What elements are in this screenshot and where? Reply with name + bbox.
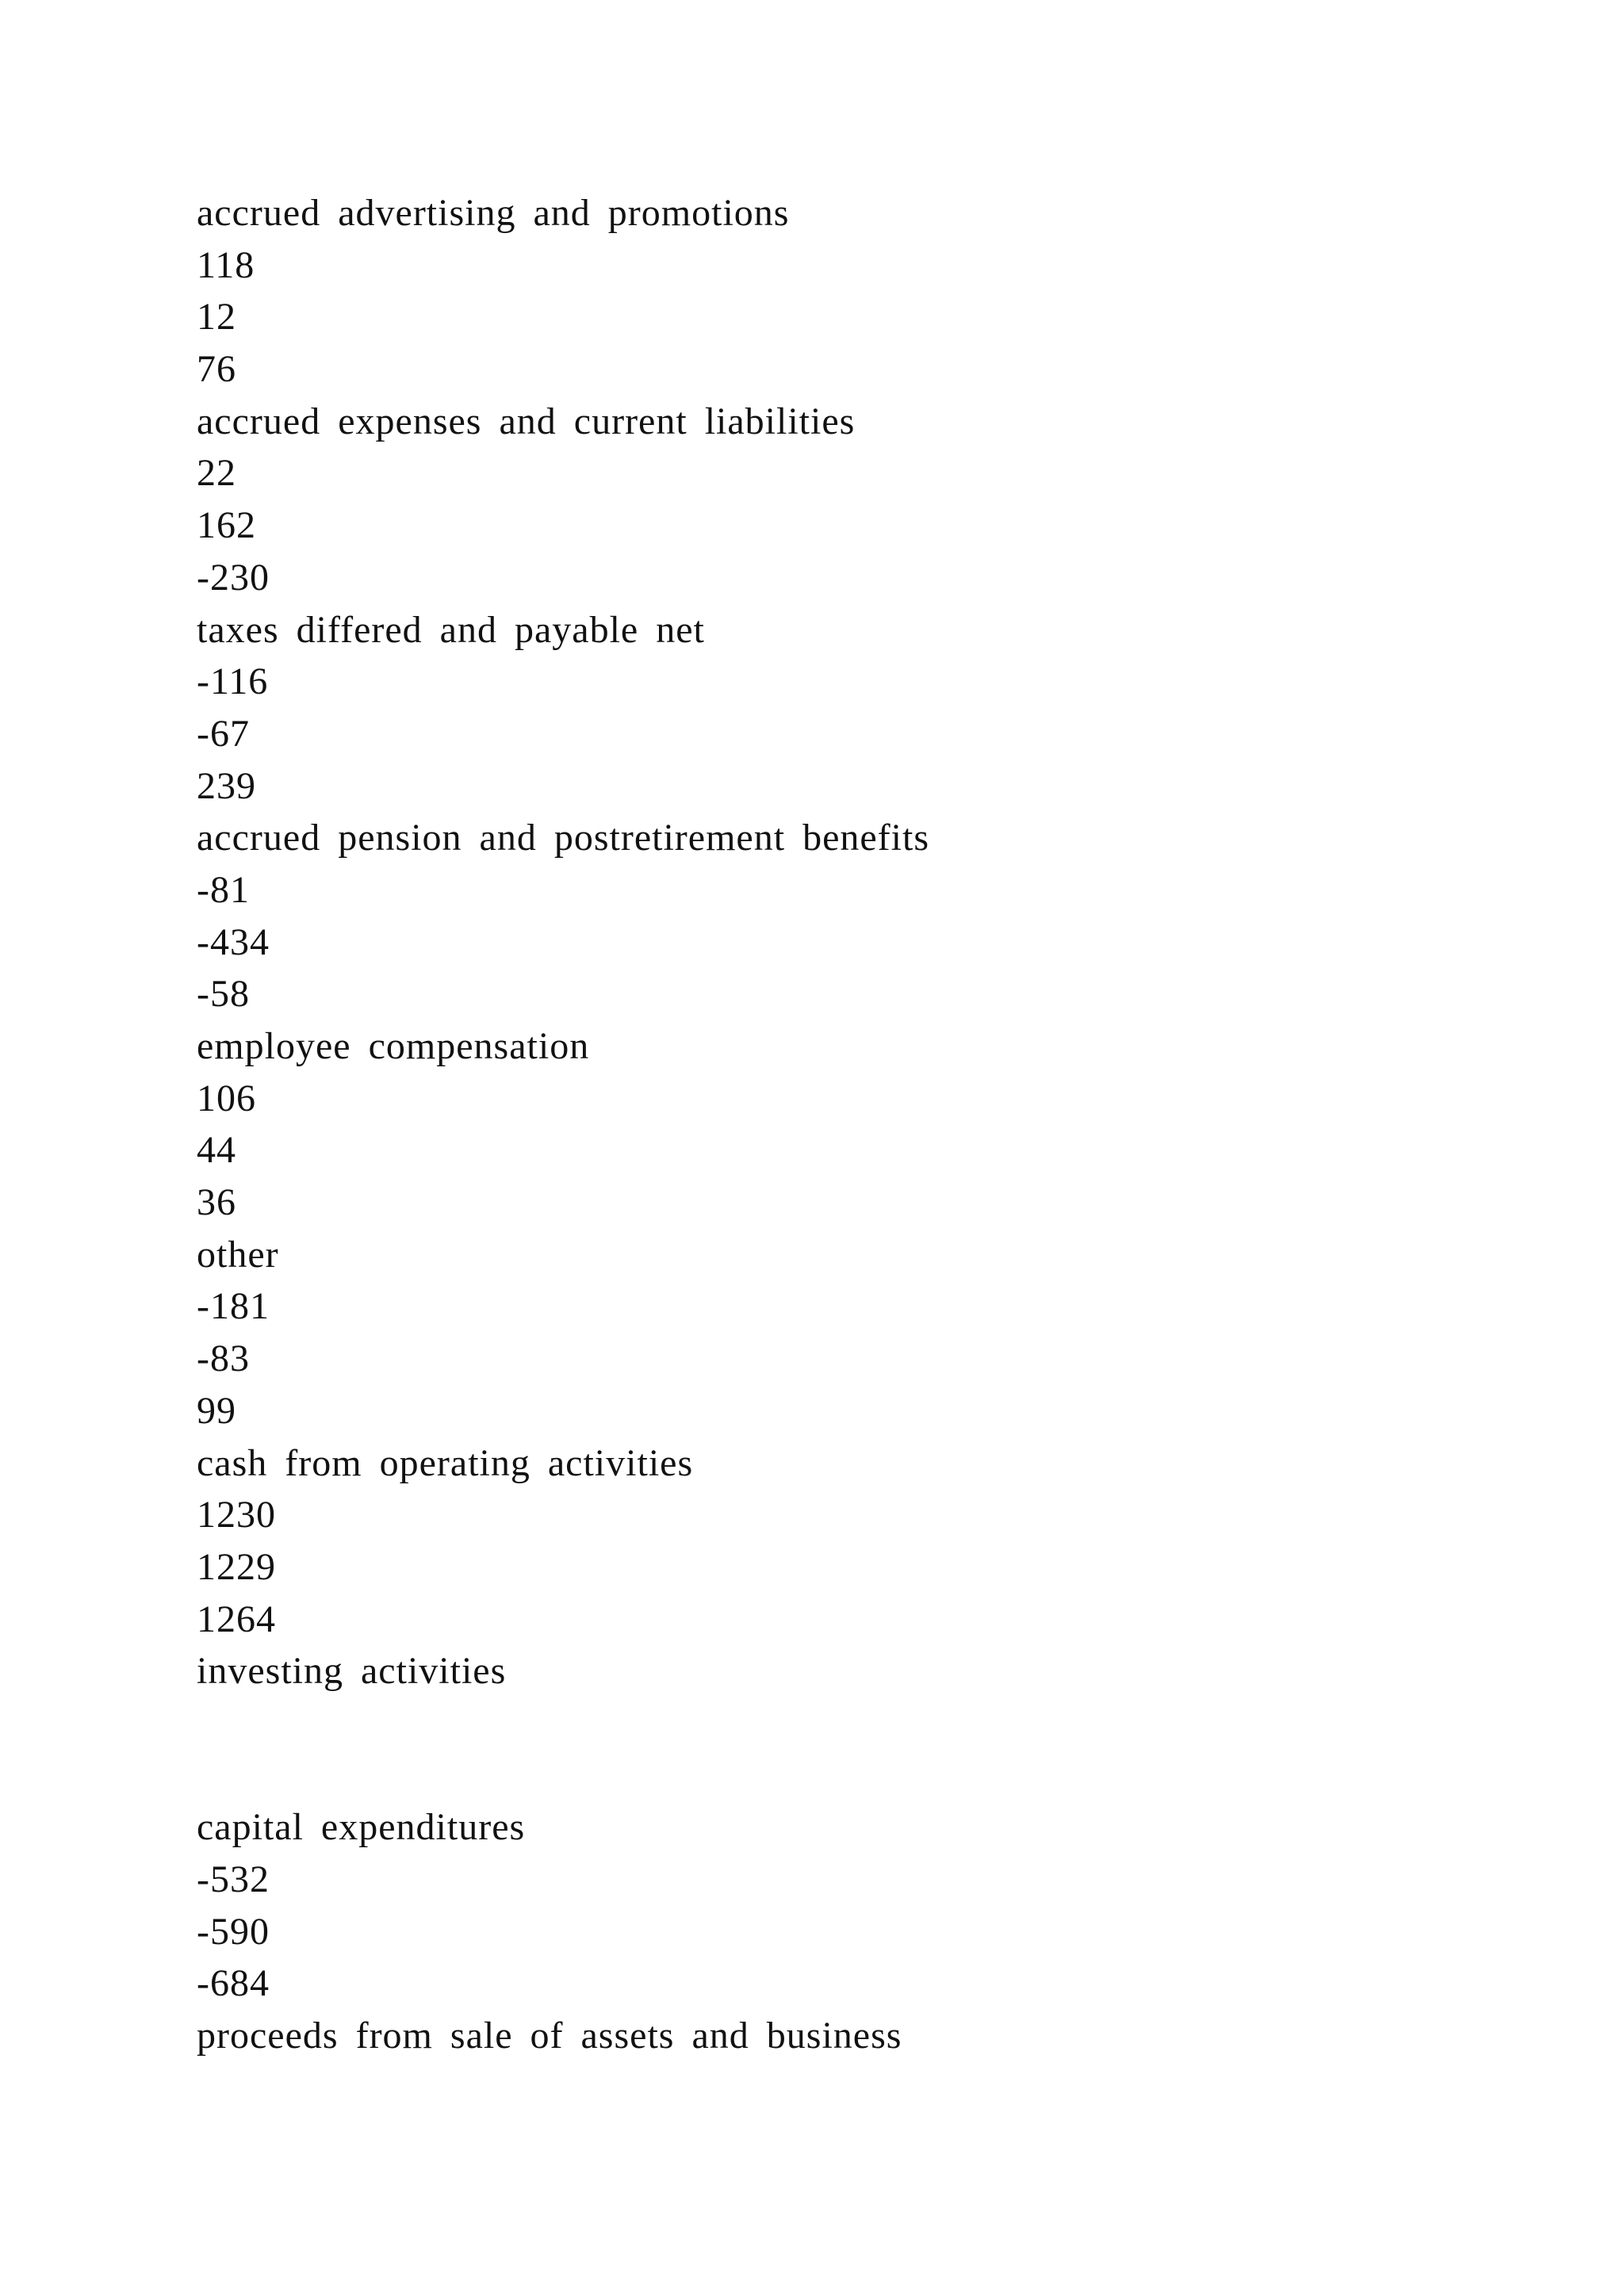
text-line: -116 xyxy=(197,660,269,703)
text-line: capital expenditures xyxy=(197,1806,526,1849)
text-line: 44 xyxy=(197,1129,236,1172)
text-line: -684 xyxy=(197,1962,270,2005)
text-line: -434 xyxy=(197,920,270,963)
text-line: 36 xyxy=(197,1181,236,1224)
text-line: 22 xyxy=(197,452,236,495)
text-line: -590 xyxy=(197,1910,270,1953)
text-line: -81 xyxy=(197,868,250,911)
text-line: 1264 xyxy=(197,1598,276,1640)
text-line: taxes differed and payable net xyxy=(197,608,705,651)
text-line: 118 xyxy=(197,243,255,286)
text-line: 239 xyxy=(197,764,256,807)
text-line: 12 xyxy=(197,296,236,339)
text-line: -532 xyxy=(197,1858,270,1901)
text-line: -58 xyxy=(197,973,250,1016)
text-line: 1229 xyxy=(197,1545,276,1588)
text-line: accrued advertising and promotions xyxy=(197,192,790,234)
document-body xyxy=(197,187,1545,2062)
text-line: proceeds from sale of assets and business xyxy=(197,2015,902,2057)
text-line: other xyxy=(197,1233,279,1276)
text-line: -67 xyxy=(197,712,250,755)
text-line: 106 xyxy=(197,1077,256,1119)
text-line: -83 xyxy=(197,1337,250,1380)
text-line: investing activities xyxy=(197,1650,507,1693)
text-line: accrued expenses and current liabilities xyxy=(197,400,856,442)
text-line: 1230 xyxy=(197,1494,276,1536)
text-line: 99 xyxy=(197,1389,236,1432)
text-line: 162 xyxy=(197,504,256,547)
text-line: -230 xyxy=(197,556,270,599)
text-line: -181 xyxy=(197,1285,270,1328)
text-line: accrued pension and postretirement benefits xyxy=(197,817,930,859)
text-line: cash from operating activities xyxy=(197,1441,694,1484)
blank-gap xyxy=(197,1697,1545,1801)
text-line: 76 xyxy=(197,348,236,391)
text-line: employee compensation xyxy=(197,1025,590,1067)
